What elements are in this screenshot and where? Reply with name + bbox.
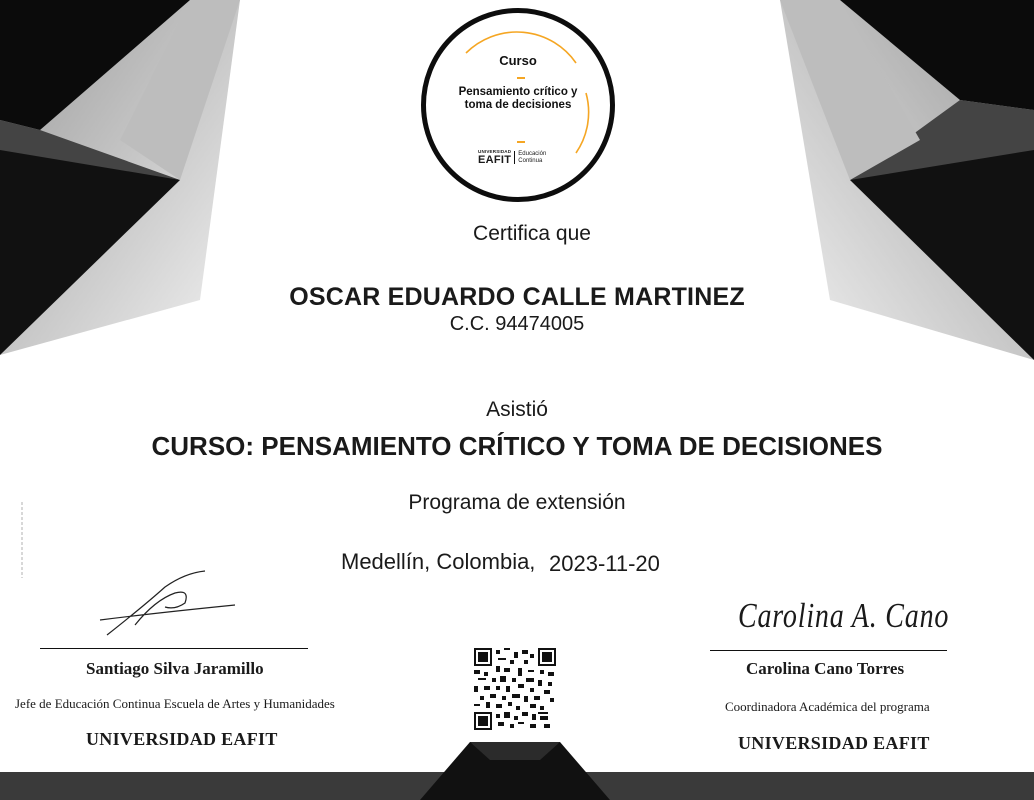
certifies-intro: Certifica que [473, 222, 591, 245]
badge-divider [517, 141, 525, 143]
badge-divider [517, 77, 525, 79]
course-badge [421, 8, 615, 202]
logo-main-label: EAFIT [478, 153, 512, 166]
signatory-institution-right: UNIVERSIDAD EAFIT [738, 733, 930, 753]
attended-label: Asistió [486, 398, 548, 421]
signatory-role-right: Coordinadora Académica del programa [725, 699, 930, 714]
recipient-name: OSCAR EDUARDO CALLE MARTINEZ [289, 283, 745, 311]
issue-place: Medellín, Colombia, [341, 549, 536, 574]
logo-side-label-2: Continua [518, 157, 543, 164]
recipient-id: C.C. 94474005 [449, 313, 585, 335]
eafit-logo [478, 150, 546, 166]
issue-date: 2023-11-20 [549, 551, 660, 576]
signature-line-right [710, 650, 947, 651]
signature-icon [95, 565, 245, 645]
logo-side-label-1: Educación [518, 150, 547, 157]
signature-text-right: Carolina A. Cano [738, 596, 950, 635]
logo-university-label: UNIVERSIDAD [478, 149, 512, 154]
badge-course-name: Pensamiento crítico y toma de decisiones [458, 86, 578, 111]
course-title: CURSO: PENSAMIENTO CRÍTICO Y TOMA DE DECISIONES [151, 431, 883, 461]
signatory-name-right: Carolina Cano Torres [746, 659, 905, 678]
signatory-institution-left: UNIVERSIDAD EAFIT [86, 729, 278, 749]
qr-code-icon[interactable] [474, 648, 556, 730]
vertical-watermark [15, 500, 29, 580]
logo-separator [514, 151, 515, 164]
signature-line-left [40, 648, 308, 649]
badge-title: Curso [499, 53, 537, 68]
signatory-name-left: Santiago Silva Jaramillo [86, 659, 264, 678]
signatory-role-left: Jefe de Educación Continua Escuela de Artes y Humanidades [15, 696, 335, 711]
program-label: Programa de extensión [408, 491, 626, 514]
